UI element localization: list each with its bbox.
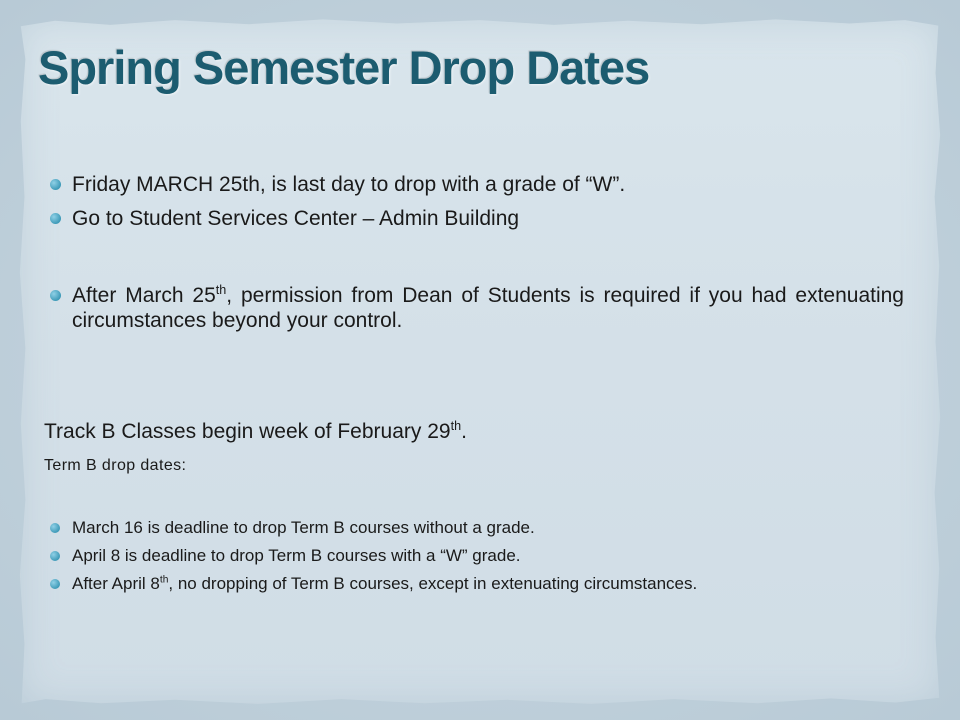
track-b-line — [44, 420, 904, 444]
bullet-dot-icon — [50, 551, 60, 561]
bullet-dot-icon — [50, 213, 61, 224]
main-bullets — [44, 172, 904, 231]
track-b-pre: Track B Classes begin week of February 29 — [44, 420, 451, 443]
track-b-sup: th — [450, 419, 462, 433]
after-april-post: , no dropping of Term B courses, except in extenuating circumstances. — [168, 574, 698, 593]
bullet-dot-icon — [50, 523, 60, 533]
bullet-dot-icon — [50, 290, 61, 301]
after-march-sup: th — [215, 283, 227, 297]
bullet-after-march — [44, 283, 904, 333]
after-march-post: , permission from Dean of Students is required if you had extenuating circumstances beyond your control. — [72, 284, 904, 332]
bullet-dot-icon — [50, 579, 60, 589]
bullet-april-8 — [44, 546, 904, 566]
after-april-pre: After April 8 — [72, 574, 160, 593]
bullet-text: Go to Student Services Center – Admin Building — [72, 207, 520, 230]
bullet-student-services — [44, 206, 904, 231]
slide-title: Spring Semester Drop Dates — [38, 41, 650, 94]
bullet-march-25 — [44, 172, 904, 197]
slide-paper — [18, 18, 942, 706]
bullet-march-16 — [44, 518, 904, 538]
bullet-dot-icon — [50, 179, 61, 190]
term-b-bullets — [44, 518, 904, 594]
bullet-text: March 16 is deadline to drop Term B courses without a grade. — [72, 518, 535, 537]
after-april-sup: th — [159, 574, 169, 586]
bullet-text: Friday MARCH 25th, is last day to drop with a grade of “W”. — [72, 173, 626, 196]
bullet-text: April 8 is deadline to drop Term B courses with a “W” grade. — [72, 546, 521, 565]
after-march-pre: After March 25 — [72, 284, 216, 307]
bullet-after-april — [44, 574, 862, 594]
track-b-post: . — [461, 420, 467, 443]
after-march-bullet-block — [44, 283, 904, 333]
term-b-label: Term B drop dates: — [44, 457, 187, 474]
